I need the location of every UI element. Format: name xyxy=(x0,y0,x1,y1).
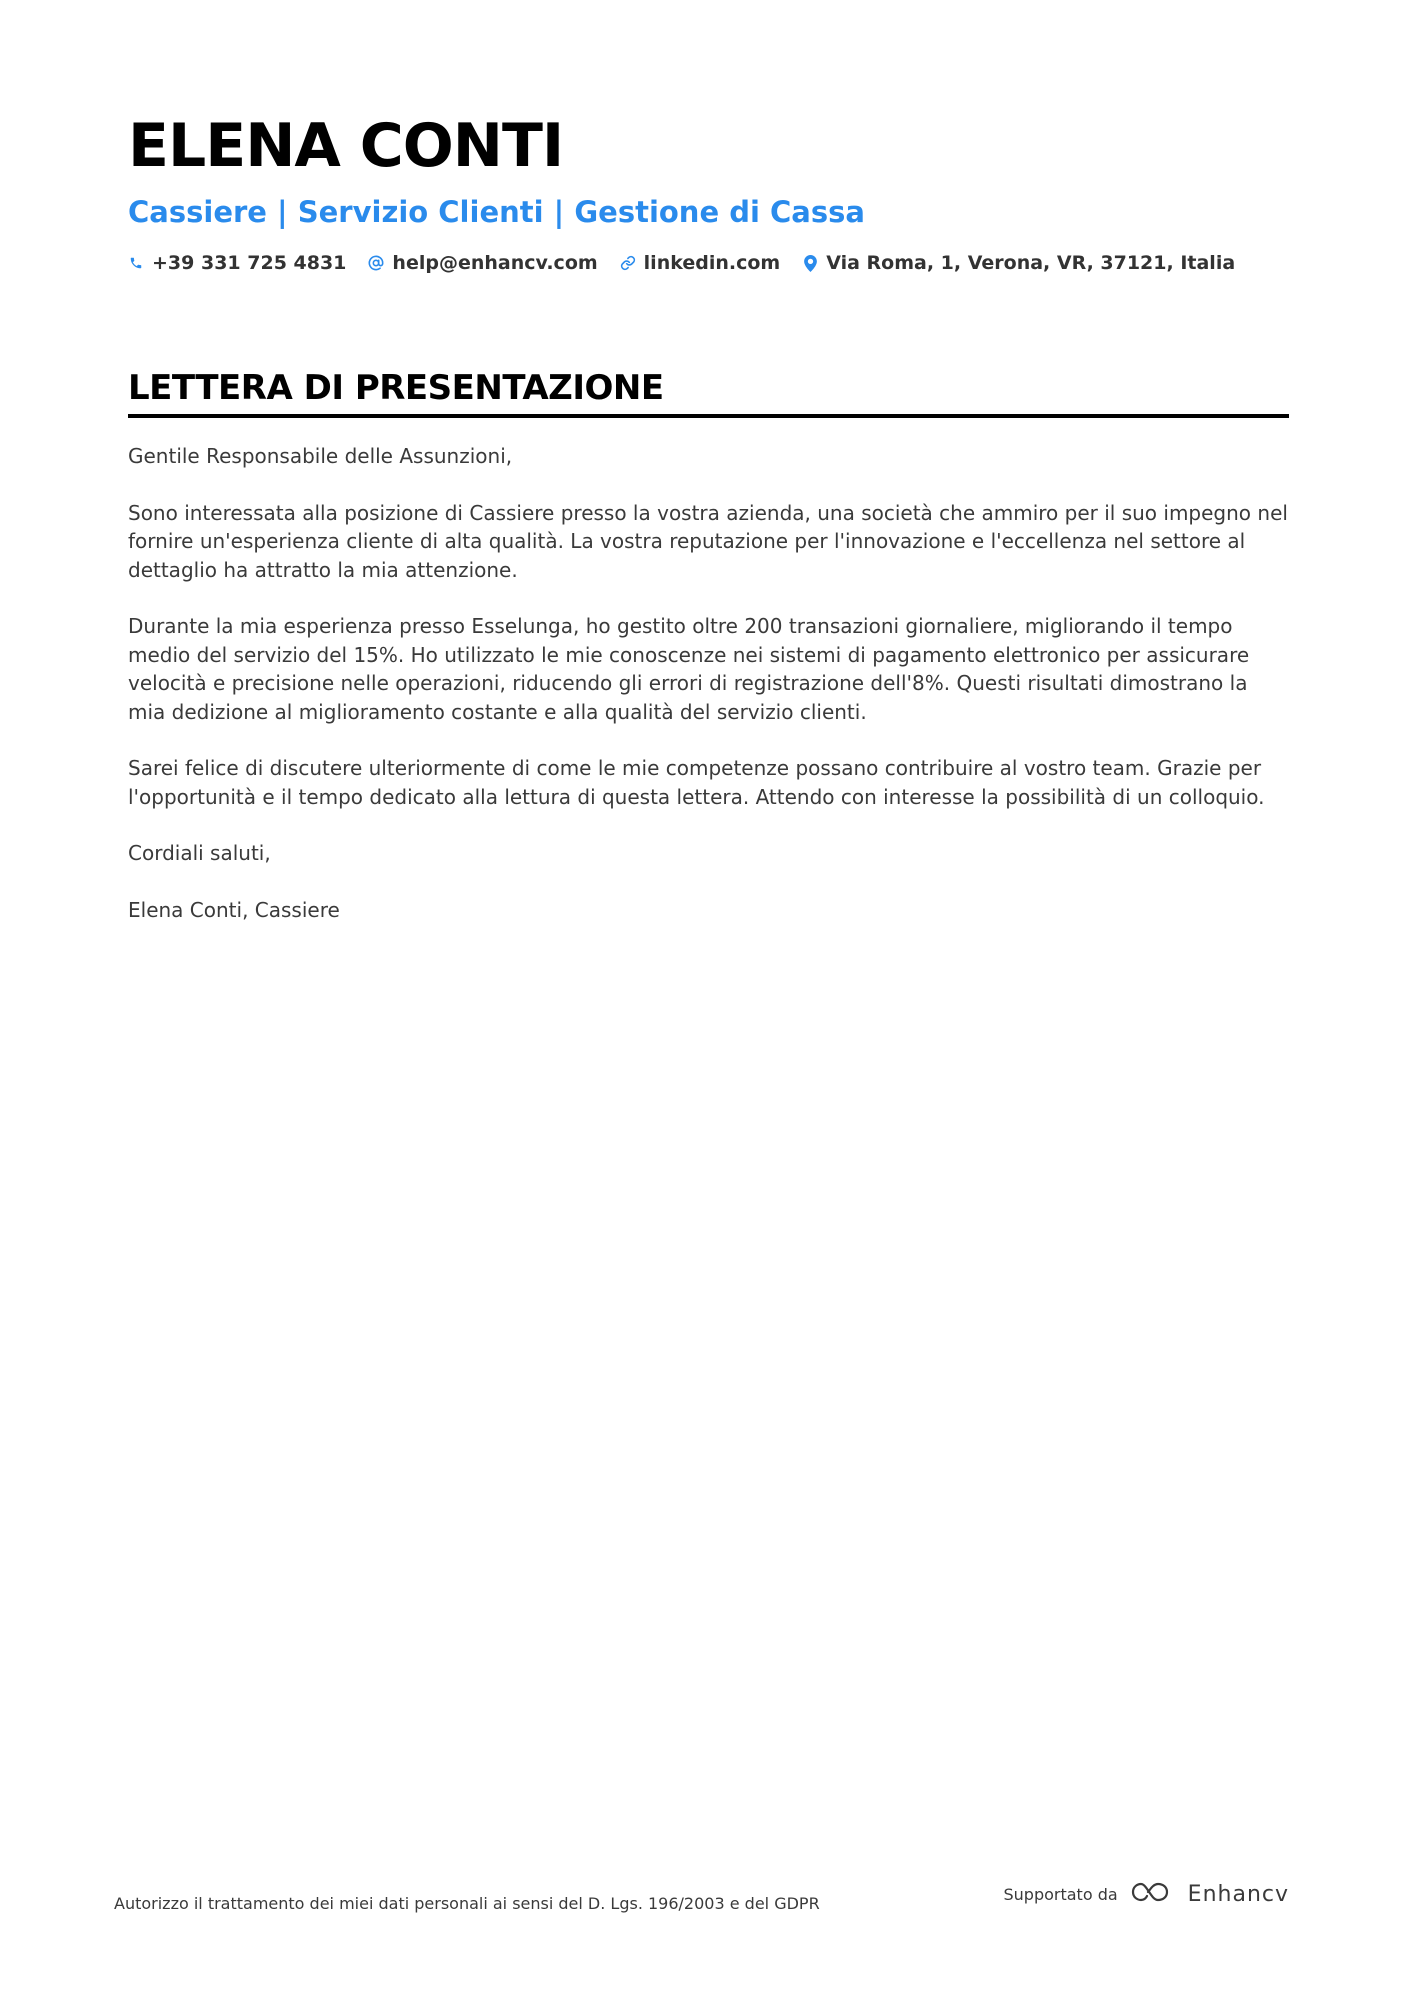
address-text: Via Roma, 1, Verona, VR, 37121, Italia xyxy=(826,252,1236,274)
link-icon xyxy=(620,254,636,272)
phone-text: +39 331 725 4831 xyxy=(152,252,347,274)
enhancv-brand-name: Enhancv xyxy=(1187,1881,1289,1907)
privacy-consent: Autorizzo il trattamento dei miei dati personali ai sensi del D. Lgs. 196/2003 e del GDPR xyxy=(114,1894,820,1913)
contact-bar xyxy=(128,250,1288,276)
map-pin-icon xyxy=(802,254,818,272)
powered-by xyxy=(1004,1880,1290,1908)
contact-address xyxy=(802,250,1235,276)
cover-letter-section xyxy=(128,366,1289,952)
contact-email[interactable] xyxy=(368,250,597,276)
powered-by-label: Supportato da xyxy=(1003,1884,1118,1904)
header xyxy=(128,110,1288,276)
letter-greeting: Gentile Responsabile delle Assunzioni, xyxy=(128,444,513,468)
contact-linkedin[interactable] xyxy=(620,250,781,276)
letter-paragraph: Sarei felice di discutere ulteriormente di come le mie competenze possano contribuire al vostro team. Grazie per l'opportunità e il tempo dedicato alla lettura di questa lettera. Attendo con interesse la possibilità di un colloquio. xyxy=(128,756,1265,809)
letter-body xyxy=(128,442,1289,924)
enhancv-logo-icon xyxy=(1130,1880,1176,1908)
letter-closing: Cordiali saluti, xyxy=(128,841,271,865)
letter-signature: Elena Conti, Cassiere xyxy=(128,897,340,922)
phone-icon xyxy=(128,254,144,272)
at-sign-icon xyxy=(368,254,384,272)
linkedin-link[interactable]: linkedin.com xyxy=(643,252,781,274)
letter-paragraph: Durante la mia esperienza presso Esselunga, ho gestito oltre 200 transazioni giornaliere, migliorando il tempo medio del servizio del 15%. Ho utilizzato le mie conoscenze nei sistemi di pagamento elettronico per assicurare velocità e precisione nelle operazioni, riducendo gli errori di registrazione dell'8%. Questi risultati dimostrano la mia dedizione al miglioramento costante e alla qualità del servizio clienti. xyxy=(128,614,1250,724)
candidate-name: ELENA CONTI xyxy=(128,111,564,181)
section-title: LETTERA DI PRESENTAZIONE xyxy=(128,366,1289,418)
letter-paragraph: Sono interessata alla posizione di Cassiere presso la vostra azienda, una società che ammiro per il suo impegno nel fornire un'esperienza cliente di alta qualità. La vostra reputazione per l'innovazione e l'eccellenza nel settore al dettaglio ha attratto la mia attenzione. xyxy=(128,500,1288,582)
email-link[interactable]: help@enhancv.com xyxy=(392,252,598,274)
candidate-title: Cassiere | Servizio Clienti | Gestione di Cassa xyxy=(128,195,865,229)
enhancv-brand[interactable] xyxy=(1130,1880,1289,1908)
contact-phone xyxy=(128,250,346,276)
